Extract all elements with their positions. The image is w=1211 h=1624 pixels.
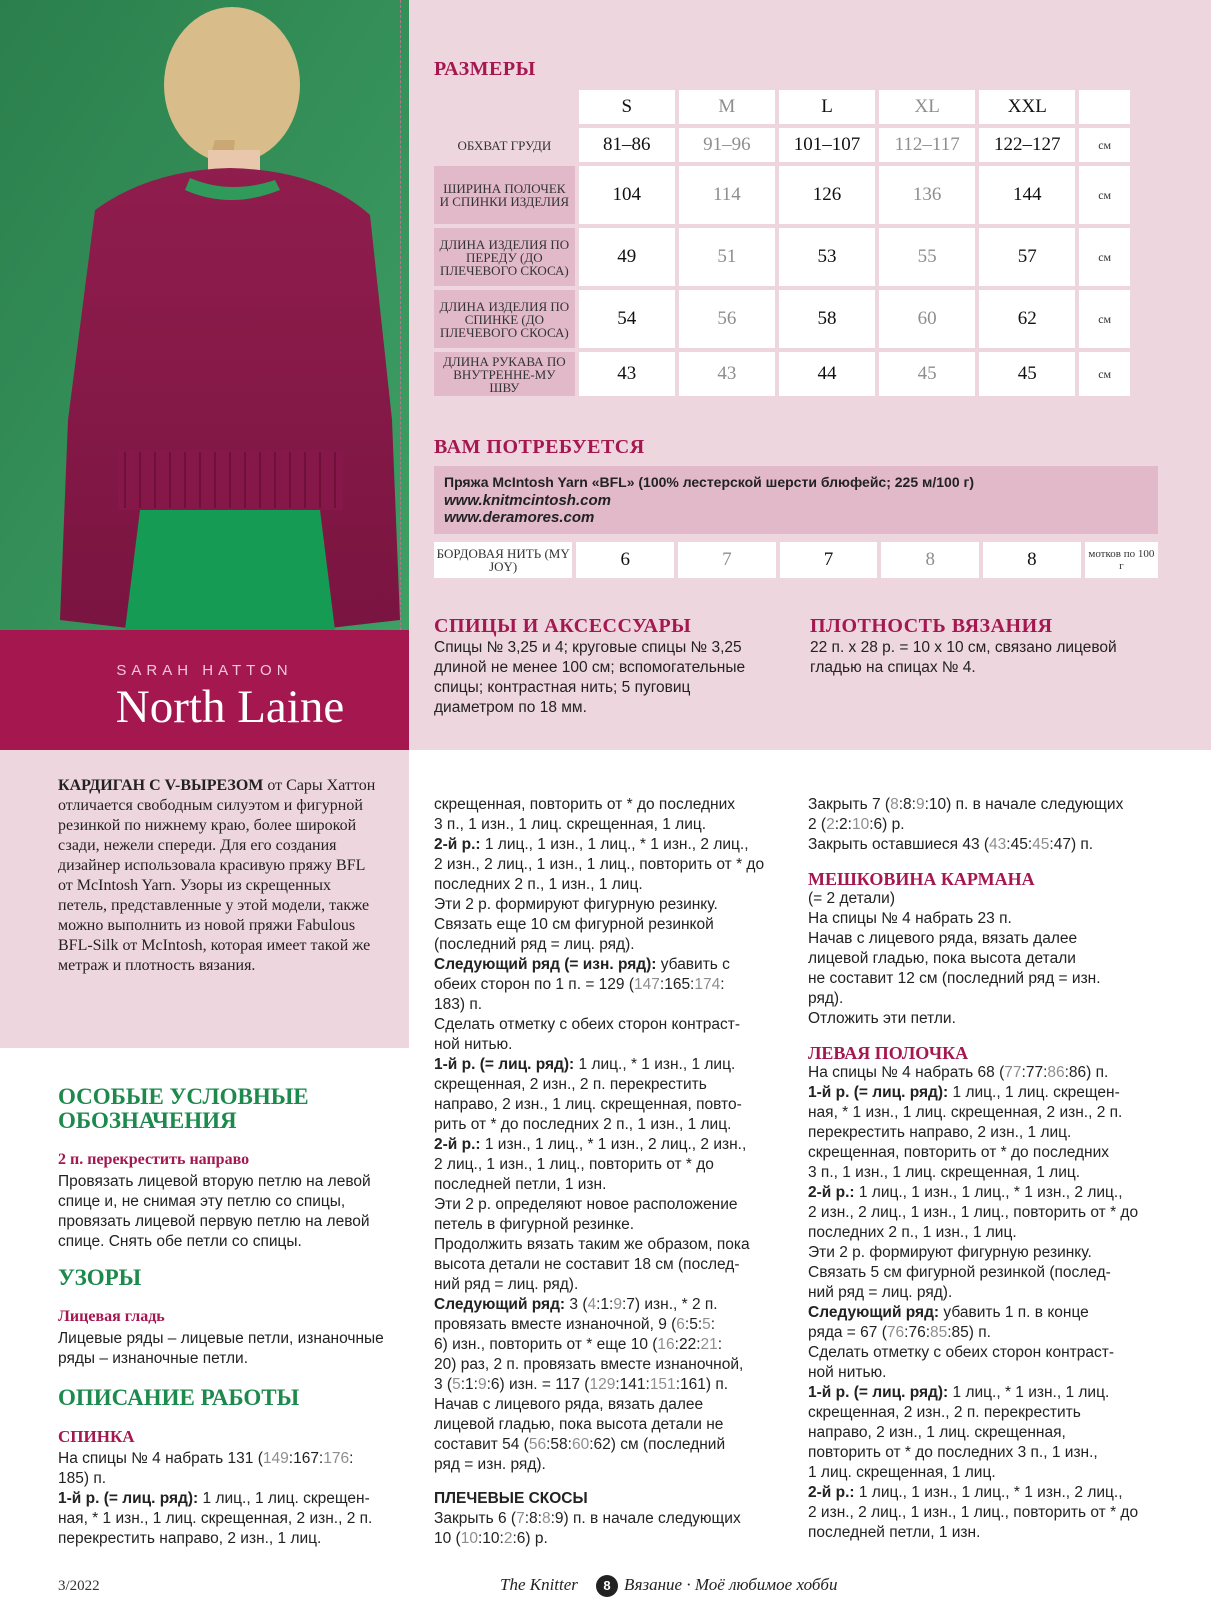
table-row [434,352,1130,396]
table-cell: 57 [979,228,1075,286]
table-cell: 8 [983,542,1081,578]
table-cell: 60 [879,290,975,348]
table-cell: 43 [579,352,675,396]
paragraph: скрещенная, повторить от * до последних 3 п., 1 изн., 1 лиц. скрещенная, 1 лиц. [434,796,736,833]
paragraph: На спицы № 4 набрать 131 (149:167:176: 185) п. [58,1450,354,1487]
table-cell: 144 [979,166,1075,224]
needles-text: Спицы № 3,25 и 4; круговые спицы № 3,25 длиной не менее 100 см; вспомогательные спицы; контрастная нить; 5 пуговиц диаметром по 18 мм. [434,639,746,716]
paragraph: 1-й р. (= лиц. ряд): 1 лиц., * 1 изн., 1 лиц. скрещенная, 2 изн., 2 п. перекрестить направо, 2 изн., 1 лиц. скрещенная, повто- рить от * до последних 2 п., 1 изн., 1 лиц. [434,1056,742,1133]
paragraph: Продолжить вязать таким же образом, пока высота детали не составит 18 см (послед- ний ряд = лиц. ряд). [434,1236,750,1293]
row-label: ОБХВАТ ГРУДИ [457,137,552,153]
unit-cell: см [1079,352,1130,396]
right-column-instructions [808,795,1183,1543]
table-cell: 136 [879,166,975,224]
table-cell: 62 [979,290,1075,348]
needles-heading: СПИЦЫ И АКСЕССУАРЫ [434,615,692,637]
table-cell: 44 [779,352,875,396]
table-cell: 45 [979,352,1075,396]
middle-column-instructions [434,795,789,1549]
size-header-row [434,90,1130,124]
table-cell: 58 [779,290,875,348]
paragraph: ПЛЕЧЕВЫЕ СКОСЫ [434,1490,588,1507]
size-label: XXL [979,90,1075,124]
pattern-title: North Laine [115,681,345,733]
paragraph: 1-й р. (= лиц. ряд): 1 лиц., * 1 изн., 1 лиц. скрещенная, 2 изн., 2 п. перекрестить направо, 2 изн., 1 лиц. скрещенная, повторить от * до последних 3 п., 1 изн., 1 лиц. скрещенная, 1 лиц. [808,1384,1110,1481]
table-cell: 6 [576,542,674,578]
patterns-text: Лицевые ряды – лицевые петли, изнаночные ряды – изнаночные петли. [58,1330,384,1367]
paragraph: Отложить эти петли. [808,1010,956,1027]
paragraph: 2-й р.: 1 лиц., 1 изн., 1 лиц., * 1 изн., 2 лиц., 2 изн., 2 лиц., 1 изн., 1 лиц., повторить от * до последних 2 п., 1 изн., 1 лиц. [434,836,765,893]
paragraph: Закрыть оставшиеся 43 (43:45:45:47) п. [808,836,1094,853]
seam-line [400,0,401,630]
sizes-heading: РАЗМЕРЫ [434,58,536,80]
paragraph: Начав с лицевого ряда, вязать далее лицевой гладью, пока высота детали не составит 12 см (последний ряд = изн. ряд). [808,930,1101,1007]
table-cell: 112–117 [879,128,975,162]
table-cell: 101–107 [779,128,875,162]
paragraph: Эти 2 р. формируют фигурную резинку. Связать еще 10 см фигурной резинкой (последний ряд = лиц. ряд). [434,896,718,953]
special-text: Провязать лицевой вторую петлю на левой спице и, не снимая эту петлю со спицы, провязать лицевой первую петлю на левой спице. Снять обе петли со спицы. [58,1173,371,1250]
row-label: БОРДОВАЯ НИТЬ (MY JOY) [434,542,572,578]
paragraph: 2-й р.: 1 лиц., 1 изн., 1 лиц., * 1 изн., 2 лиц., 2 изн., 2 лиц., 1 изн., 1 лиц., повторить от * до последних 2 п., 1 изн., 1 лиц. [808,1184,1139,1241]
pocket-heading: МЕШКОВИНА КАРМАНА [808,869,1035,889]
unit-header-cell [1079,90,1130,124]
unit-cell: см [1079,166,1130,224]
table-row [434,128,1130,162]
row-label: ШИРИНА ПОЛОЧЕК И СПИНКИ ИЗДЕЛИЯ [434,166,575,224]
table-cell: 8 [881,542,979,578]
yarn-amount-table [430,538,1162,582]
special-subheading: 2 п. перекрестить направо [58,1151,250,1168]
paragraph: 1-й р. (= лиц. ряд): 1 лиц., 1 лиц. скрещен- ная, * 1 изн., 1 лиц. скрещенная, 2 изн., 2 п. перекрестить направо, 2 изн., 1 лиц. [58,1490,373,1547]
unit-cell: мотков по 100 г [1085,542,1158,578]
model-photo [0,0,409,630]
table-row [434,290,1130,348]
paragraph: 2-й р.: 1 изн., 1 лиц., * 1 изн., 2 лиц., 2 изн., 2 лиц., 1 изн., 1 лиц., повторить от * до последней петли, 1 изн. [434,1136,747,1193]
work-heading: ОПИСАНИЕ РАБОТЫ [58,1385,300,1410]
unit-cell: см [1079,128,1130,162]
table-cell: 114 [679,166,775,224]
paragraph: На спицы № 4 набрать 68 (77:77:86:86) п. [808,1064,1109,1081]
intro-lead: КАРДИГАН С V-ВЫРЕЗОМ [58,777,264,794]
table-cell: 49 [579,228,675,286]
paragraph: Следующий ряд (= изн. ряд): убавить с обеих сторон по 1 п. = 129 (147:165:174: 183) п. [434,956,730,1013]
back-subheading: СПИНКА [58,1427,135,1446]
table-row [434,228,1130,286]
table-cell: 51 [679,228,775,286]
table-cell: 7 [780,542,878,578]
row-label: ДЛИНА ИЗДЕЛИЯ ПО ПЕРЕДУ (ДО ПЛЕЧЕВОГО СКОСА) [434,228,575,286]
paragraph: На спицы № 4 набрать 23 п. [808,910,1012,927]
intro-body: от Сары Хаттон отличается свободным силуэтом и фигурной резинкой по нижнему краю, более широкой сзади, нежели спереди. Для его создания дизайнер использовала красивую пряжу BFL от McIntosh Yarn. Узоры из скрещенных петель, представленные у этой модели, также можно выполнить из новой пряжи Fabulous BFL-Silk от McIntosh, которая имеет такой же метраж и плотность вязания. [58,777,376,974]
table-cell: 7 [678,542,776,578]
corner-cell [434,90,575,124]
paragraph: (= 2 детали) [808,890,896,907]
paragraph: Сделать отметку с обеих сторон контраст- ной нитью. [434,1016,741,1053]
row-label: ДЛИНА РУКАВА ПО ВНУТРЕННЕ-МУ ШВУ [434,352,575,396]
table-cell: 126 [779,166,875,224]
unit-cell: см [1079,228,1130,286]
paragraph: Эти 2 р. формируют фигурную резинку. Связать 5 см фигурной резинкой (послед- ний ряд = лиц. ряд). [808,1244,1111,1301]
table-cell: 53 [779,228,875,286]
magazine-tagline: Вязание · Моё любимое хобби [624,1575,838,1594]
gauge-text: 22 п. х 28 р. = 10 х 10 см, связано лицевой гладью на спицах № 4. [810,639,1117,676]
table-cell: 104 [579,166,675,224]
yarn-link-1[interactable]: www.knitmcintosh.com [444,492,611,509]
row-label: ДЛИНА ИЗДЕЛИЯ ПО СПИНКЕ (ДО ПЛЕЧЕВОГО СКОСА) [434,290,575,348]
photo-illustration [0,0,409,630]
left-front-heading: ЛЕВАЯ ПОЛОЧКА [808,1043,969,1063]
paragraph: 2-й р.: 1 лиц., 1 изн., 1 лиц., * 1 изн., 2 лиц., 2 изн., 2 лиц., 1 изн., 1 лиц., повторить от * до последней петли, 1 изн. [808,1484,1139,1541]
table-cell: 122–127 [979,128,1075,162]
paragraph: Следующий ряд: 3 (4:1:9:7) изн., * 2 п. провязать вместе изнаночной, 9 (6:5:5: 6) изн., повторить от * еще 10 (16:22:21: 20) раз, 2 п. провязать вместе изнаночной, 3 (5:1:9:6) изн. = 117 (129:141:151:161) п. [434,1296,744,1393]
table-row [434,166,1130,224]
designer-name: SARAH HATTON [116,662,293,679]
size-label: S [579,90,675,124]
issue-number: 3/2022 [58,1578,100,1594]
paragraph: Начав с лицевого ряда, вязать далее лицевой гладью, пока высота детали не составит 54 (56:58:60:62) см (последний ряд = изн. ряд). [434,1396,726,1473]
paragraph: 1-й р. (= лиц. ряд): 1 лиц., 1 лиц. скрещен- ная, * 1 изн., 1 лиц. скрещенная, 2 изн., 2 п. перекрестить направо, 2 изн., 1 лиц. скрещенная, повторить от * до последних 3 п., 1 изн., 1 лиц. скрещенная, 1 лиц. [808,1084,1123,1181]
table-cell: 56 [679,290,775,348]
paragraph: Сделать отметку с обеих сторон контраст- ной нитью. [808,1344,1115,1381]
special-heading: ОСОБЫЕ УСЛОВНЫЕ ОБОЗНАЧЕНИЯ [58,1084,309,1133]
size-label: XL [879,90,975,124]
table-cell: 45 [879,352,975,396]
size-label: L [779,90,875,124]
need-heading: ВАМ ПОТРЕБУЕТСЯ [434,436,645,458]
table-cell: 91–96 [679,128,775,162]
yarn-box [434,466,1158,534]
table-cell: 43 [679,352,775,396]
yarn-link-2[interactable]: www.deramores.com [444,509,595,526]
unit-cell: см [1079,290,1130,348]
page-number: 8 [596,1575,618,1597]
gauge-heading: ПЛОТНОСТЬ ВЯЗАНИЯ [810,615,1053,637]
paragraph: Закрыть 7 (8:8:9:10) п. в начале следующих 2 (2:2:10:6) р. [808,796,1124,833]
sizes-table [430,86,1134,400]
patterns-subheading: Лицевая гладь [58,1308,165,1325]
paragraph: Закрыть 6 (7:8:8:9) п. в начале следующих 10 (10:10:2:6) р. [434,1510,741,1547]
patterns-heading: УЗОРЫ [58,1265,142,1290]
table-cell: 54 [579,290,675,348]
paragraph: Следующий ряд: убавить 1 п. в конце ряда = 67 (76:76:85:85) п. [808,1304,1089,1341]
intro-text [58,776,380,976]
back-instructions [58,1449,403,1549]
yarn-text: Пряжа McIntosh Yarn «BFL» (100% лестерской шерсти блюфейс; 225 м/100 г) [444,474,974,490]
magazine-name: The Knitter [500,1575,578,1594]
table-cell: 55 [879,228,975,286]
size-label: M [679,90,775,124]
table-row [434,542,1158,578]
title-banner [0,630,409,750]
paragraph: Эти 2 р. определяют новое расположение петель в фигурной резинке. [434,1196,738,1233]
table-cell: 81–86 [579,128,675,162]
